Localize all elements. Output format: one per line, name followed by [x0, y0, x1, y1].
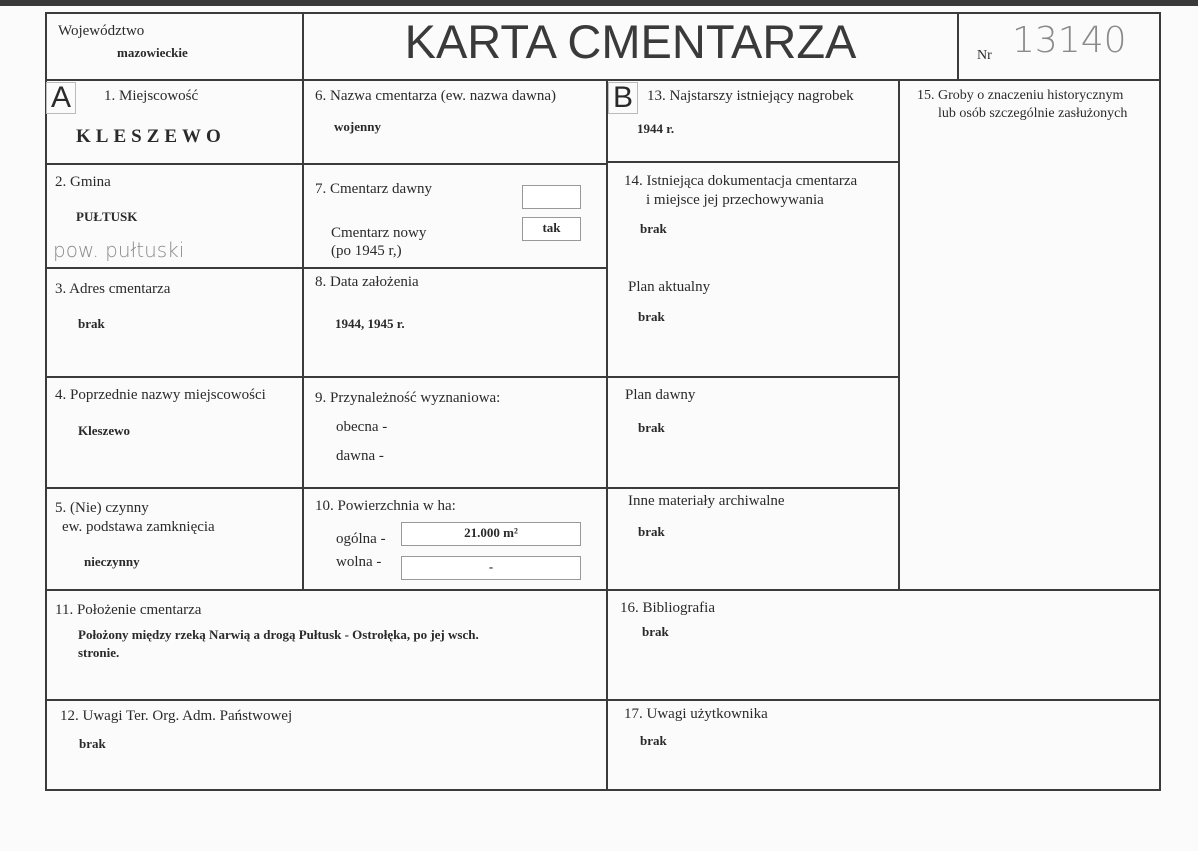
f2-value: PUŁTUSK: [76, 209, 138, 224]
f3-value: brak: [78, 316, 105, 331]
f14-label-2: i miejsce jej przechowywania: [646, 192, 824, 208]
f17-label: 17. Uwagi użytkownika: [624, 706, 768, 722]
f9-label: 9. Przynależność wyznaniowa:: [315, 390, 501, 406]
f17-value: brak: [640, 733, 667, 748]
f6-label: 6. Nazwa cmentarza (ew. nazwa dawna): [315, 88, 556, 104]
f7-new-label-2: (po 1945 r,): [331, 243, 402, 259]
f11-value: Położony między rzeką Narwią a drogą Pułtusk - Ostrołęka, po jej wsch.: [78, 627, 479, 642]
f15-label-2: lub osób szczególnie zasłużonych: [938, 106, 1128, 121]
f10-label: 10. Powierzchnia w ha:: [315, 498, 456, 514]
page-title: KARTA CMENTARZA: [404, 15, 857, 68]
f1-label: 1. Miejscowość: [104, 88, 199, 104]
f2-handwritten: pow. pułtuski: [53, 238, 185, 262]
f7-old-label: 7. Cmentarz dawny: [315, 181, 433, 197]
f5-label-2: ew. podstawa zamknięcia: [62, 519, 215, 535]
scan-edge: [0, 0, 1198, 6]
nr-value: 13140: [1012, 20, 1127, 61]
f2-label: 2. Gmina: [55, 174, 111, 190]
f4-value: Kleszewo: [78, 423, 130, 438]
f16-label: 16. Bibliografia: [620, 600, 715, 616]
f1-value: KLESZEWO: [76, 126, 226, 147]
plan-current-value: brak: [638, 309, 665, 324]
f7-new-field[interactable]: tak: [522, 217, 581, 241]
f5-label: 5. (Nie) czynny: [55, 500, 149, 516]
f14-label: 14. Istniejąca dokumentacja cmentarza: [624, 173, 858, 189]
f14-value: brak: [640, 221, 667, 236]
wojewodztwo-value: mazowieckie: [117, 45, 188, 60]
plan-current-label: Plan aktualny: [628, 279, 711, 295]
f7-old-field[interactable]: [522, 185, 581, 209]
f12-label: 12. Uwagi Ter. Org. Adm. Państwowej: [60, 708, 293, 724]
f5-value: nieczynny: [84, 554, 140, 569]
f8-label: 8. Data założenia: [315, 274, 419, 290]
nr-label: Nr: [977, 48, 992, 63]
f9-former: dawna -: [336, 448, 384, 464]
f9-current: obecna -: [336, 419, 388, 435]
f10-free-field[interactable]: -: [401, 556, 581, 580]
other-materials-label: Inne materiały archiwalne: [628, 493, 785, 509]
plan-old-label: Plan dawny: [625, 387, 696, 403]
f11-value-2: stronie.: [78, 645, 120, 660]
f7-new-label: Cmentarz nowy: [331, 225, 427, 241]
f10-total-label: ogólna -: [336, 531, 386, 547]
plan-old-value: brak: [638, 420, 665, 435]
f11-label: 11. Położenie cmentarza: [55, 602, 202, 618]
f13-value: 1944 r.: [637, 121, 675, 136]
section-a-marker: A: [46, 82, 76, 114]
section-b-marker: B: [608, 82, 638, 114]
f8-value: 1944, 1945 r.: [335, 316, 405, 331]
f12-value: brak: [79, 736, 106, 751]
other-materials-value: brak: [638, 524, 665, 539]
f10-total-field[interactable]: 21.000 m²: [401, 522, 581, 546]
f3-label: 3. Adres cmentarza: [55, 281, 171, 297]
f13-label: 13. Najstarszy istniejący nagrobek: [647, 88, 854, 104]
f6-value: wojenny: [334, 119, 381, 134]
f15-label: 15. Groby o znaczeniu historycznym: [917, 88, 1124, 103]
f4-label: 4. Poprzednie nazwy miejscowości: [55, 387, 266, 403]
wojewodztwo-label: Województwo: [58, 23, 145, 39]
f16-value: brak: [642, 624, 669, 639]
f10-free-label: wolna -: [336, 554, 382, 570]
